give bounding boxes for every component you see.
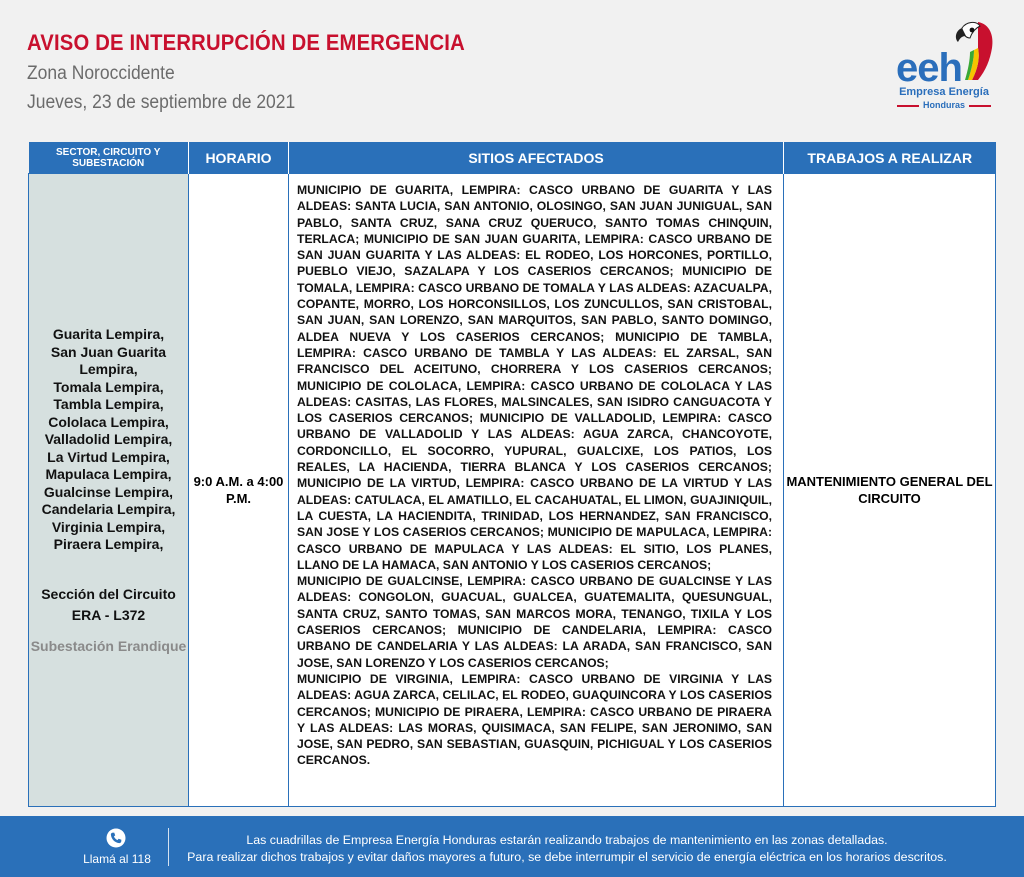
sector-item: Guarita Lempira, [52,326,165,343]
sector-item: Candelaria Lempira, [41,501,176,518]
logo-acronym: eeh [896,46,962,90]
header-sector: SECTOR, CIRCUITO Y SUBESTACIÓN [29,142,189,174]
horario-cell: 9:0 A.M. a 4:00 P.M. [189,174,289,807]
sitios-paragraph: MUNICIPIO DE VIRGINIA, LEMPIRA: CASCO URBANO DE VIRGINIA Y LAS ALDEAS: AGUA ZARCA, CELILAC, EL RODEO, GUAQUINCORA Y LOS CASERIOS CERCANOS; MUNICIPIO DE PIRAERA, LEMPIRA: CASCO URBANO DE PIRAERA Y LAS ALDEAS: LAS MORAS, QUISIMACA, SAN FELIPE, SAN JERONIMO, SAN JOSE, SAN PEDRO, SAN SEBASTIAN, GUASQUIN, PICHIGUAL Y LOS CASERIOS CERCANOS. [297,671,772,768]
sector-item: Mapulaca Lempira, [45,466,172,483]
sector-item: Virginia Lempira, [51,518,166,535]
trabajos-cell: MANTENIMIENTO GENERAL DEL CIRCUITO [784,174,996,807]
footer-line: Las cuadrillas de Empresa Energía Honduras estarán realizando trabajos de mantenimiento en las zonas detalladas. [246,833,888,847]
sector-item: San Juan Guarita Lempira, [50,343,167,378]
sector-item: Gualcinse Lempira, [43,483,174,500]
sector-item: Tomala Lempira, [53,378,164,395]
footer-divider [168,828,169,866]
notice-title: AVISO DE INTERRUPCIÓN DE EMERGENCIA [27,30,465,55]
sector-cell [29,174,189,807]
company-logo [892,20,996,112]
logo-country: Honduras [892,100,996,110]
table-row [29,174,996,807]
header-horario: HORARIO [189,142,289,174]
logo-company-name: Empresa Energía [899,86,989,98]
zone-label: Zona Noroccidente [27,63,175,84]
header-sitios: SITIOS AFECTADOS [289,142,784,174]
circuit-section: Sección del Circuito ERA - L372 [41,585,176,623]
phone-label: Llamá al 118 [83,852,151,866]
sector-item: Piraera Lempira, [53,536,164,553]
phone-icon[interactable] [106,828,126,848]
footer-line: Para realizar dichos trabajos y evitar daños mayores a futuro, se debe interrumpir el servicio de energía eléctrica en los horarios descritos. [187,850,947,864]
notice-date: Jueves, 23 de septiembre de 2021 [27,92,296,113]
sector-item: Valladolid Lempira, [44,431,173,448]
footer-bar [0,816,1024,877]
sector-item: Cololaca Lempira, [48,413,169,430]
outage-table [28,142,996,807]
table-header-row [29,142,996,174]
sector-item: La Virtud Lempira, [47,448,170,465]
sitios-cell [289,174,784,807]
sector-item: Tambla Lempira, [53,396,164,413]
footer-notice [172,832,962,866]
sector-list [29,326,188,554]
header-trabajos: TRABAJOS A REALIZAR [784,142,996,174]
sitios-paragraph: MUNICIPIO DE GUARITA, LEMPIRA: CASCO URBANO DE GUARITA Y LAS ALDEAS: SANTA LUCIA, SAN ANTONIO, OLOSINGO, SAN JUAN JUNIGUAL, SAN PABLO, SANTA CRUZ, SANA CRUZ QUERUCO, SANTO TOMAS CHINQUIN, TERLACA; MUNICIPIO DE SAN JUAN GUARITA, LEMPIRA: CASCO URBANO DE SAN JUAN GUARITA Y LAS ALDEAS: EL RODEO, LOS HORCONES, PORTILLO, PUEBLO VIEJO, SAZALAPA Y LOS CASERIOS CERCANOS; MUNICIPIO DE TOMALA, LEMPIRA: CASCO URBANO DE TOMALA Y LAS ALDEAS: AZACUALPA, COPANTE, MORRO, LOS HORCONSILLOS, LOS ZUNCULLOS, SAN CRISTOBAL, SAN JUAN, SAN LORENZO, SAN MARQUITOS, SAN PABLO, SANTO DOMINGO, ALDEA NUEVA Y LOS CASERIOS CERCANOS; MUNICIPIO DE TAMBLA, LEMPIRA: CASCO URBANO DE TAMBLA Y LAS ALDEAS: EL ZARSAL, SAN FRANCISCO DEL ACEITUNO, CHORRERA Y LOS CASERIOS CERCANOS; MUNICIPIO DE COLOLACA, LEMPIRA: CASCO URBANO DE COLOLACA Y LAS ALDEAS: CASITAS, LAS FLORES, MALSINCALES, SAN ISIDRO CANGUACOTA Y LOS CASERIOS CERCANOS; MUNICIPIO DE VALLADOLID, LEMPIRA: CASCO URBANO DE VALLADOLID Y LAS ALDEAS: AGUA ZARCA, CHANCOYOTE, CORDONCILLO, EL SOCORRO, YUPURAL, GUALCIXE, LOS PATIOS, LOS REALES, LA HACIENDA, TIERRA BLANCA Y LOS CASERIOS CERCANOS; MUNICIPIO DE LA VIRTUD, LEMPIRA: CASCO URBANO DE LA VIRTUD Y LAS ALDEAS: CATULACA, EL AMATILLO, EL CACAHUATAL, EL LIMON, GUAJINIQUIL, LA CUESTA, LA HACIENDITA, TRINIDAD, LOS HERNANDEZ, SAN FRANCISCO, SAN JOSE Y LOS CASERIOS CERCANOS; MUNICIPIO DE MAPULACA, LEMPIRA: CASCO URBANO DE MAPULACA Y LAS ALDEAS: EL SITIO, LOS PLANES, LLANO DE LA HAMACA, SAN ANTONIO Y LOS CASERIOS CERCANOS; [297,183,772,572]
substation-name: Subestación Erandique [30,637,187,654]
sitios-paragraph: MUNICIPIO DE GUALCINSE, LEMPIRA: CASCO URBANO DE GUALCINSE Y LAS ALDEAS: CONGOLON, GUACUAL, GUALCEA, GUATEMALITA, QUESUNGUAL, SANTA CRUZ, SANTO TOMAS, SAN MARCOS MORA, TENANGO, TIXILA Y LOS CASERIOS CERCANOS; MUNICIPIO DE CANDELARIA, LEMPIRA: CASCO URBANO DE CANDELARIA Y LAS ALDEAS: LA ARADA, SAN FRANCISCO, SAN JOSE, SAN LORENZO Y LOS CASERIOS CERCANOS; [297,574,772,670]
